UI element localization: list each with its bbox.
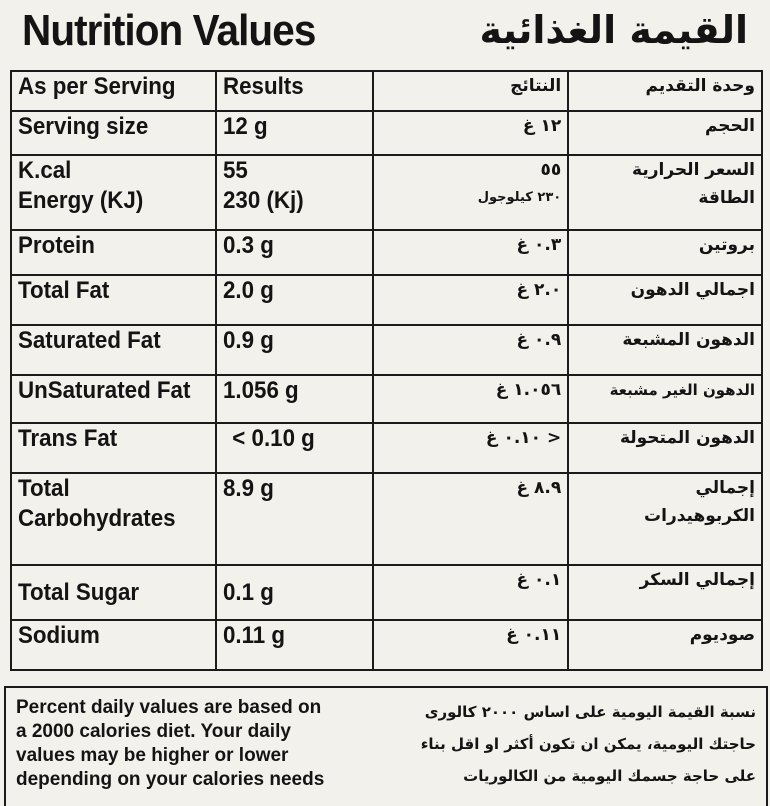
row-label-ar: الدهون المتحولة <box>619 428 755 448</box>
row-label-ar: الحجم <box>704 116 755 136</box>
row-label: Total <box>18 475 70 502</box>
row-label-ar: الدهون الغير مشبعة <box>609 381 755 399</box>
row-value-ar: ٢.٠ غ <box>516 280 562 300</box>
daily-values-note <box>4 686 768 806</box>
row-value-2: 230 (Kj) <box>223 187 304 214</box>
footnote-arabic: نسبة القيمة اليومية على اساس ٢٠٠٠ كالورى حاجتك اليومية، يمكن ان تكون أكثر او اقل بناء على حاجة جسمك اليومية من الكالوريات <box>420 703 756 785</box>
row-value-ar: ٨.٩ غ <box>516 478 562 498</box>
row-value-ar: < ٠.١٠ غ <box>485 428 562 448</box>
row-value: 55 <box>223 157 249 184</box>
row-label: Total Fat <box>18 277 110 304</box>
header-as-per-serving: As per Serving <box>18 73 176 100</box>
row-value-ar: ١٢ غ <box>522 116 562 136</box>
row-label: UnSaturated Fat <box>18 377 191 404</box>
table-row <box>11 620 762 670</box>
row-label: Saturated Fat <box>18 327 161 354</box>
row-label-ar: إجمالي <box>695 478 755 498</box>
row-value: < 0.10 g <box>232 425 316 452</box>
row-label: Total Sugar <box>18 579 140 606</box>
table-row <box>11 325 762 375</box>
row-value-ar: ٠.٣ غ <box>516 235 562 255</box>
row-value: 0.3 g <box>223 232 275 259</box>
row-value-ar: ٠.٩ غ <box>516 330 562 350</box>
row-value: 8.9 g <box>223 475 275 502</box>
row-label-ar-2: الطاقة <box>698 188 755 208</box>
row-label-ar: الدهون المشبعة <box>622 330 755 350</box>
row-value: 0.9 g <box>223 327 275 354</box>
table-row <box>11 565 762 620</box>
row-value-ar: ٥٥ <box>540 160 562 180</box>
header-results-ar: النتائج <box>510 76 562 96</box>
row-label-ar: صوديوم <box>689 625 755 645</box>
table-row <box>11 375 762 423</box>
table-row <box>11 275 762 325</box>
row-value: 0.11 g <box>223 622 286 649</box>
row-label-2: Energy (KJ) <box>18 187 144 214</box>
row-label: Sodium <box>18 622 100 649</box>
row-label-ar: السعر الحرارية <box>632 160 755 180</box>
table-row <box>11 473 762 565</box>
row-value-ar: ٠.١ غ <box>516 570 562 590</box>
row-label-ar: بروتين <box>698 235 755 255</box>
row-label-2: Carbohydrates <box>18 505 176 532</box>
title-english: Nutrition Values <box>22 6 316 55</box>
footnote-english: Percent daily values are based on a 2000 calories diet. Your daily values may be higher or lower depending on your calories needs <box>16 697 325 790</box>
header-serving-unit-ar: وحدة التقديم <box>645 76 755 96</box>
row-value: 2.0 g <box>223 277 275 304</box>
header-results: Results <box>223 73 304 100</box>
row-label-ar: إجمالي السكر <box>639 570 755 590</box>
row-label: Trans Fat <box>18 425 118 452</box>
row-label: Serving size <box>18 113 149 140</box>
table-header-row <box>11 71 762 111</box>
row-value: 1.056 g <box>223 377 299 404</box>
row-value: 12 g <box>223 113 268 140</box>
table-row <box>11 155 762 230</box>
row-label-ar: اجمالي الدهون <box>630 280 755 300</box>
table-row <box>11 423 762 473</box>
row-label: K.cal <box>18 157 72 184</box>
row-label-ar-2: الكربوهيدرات <box>644 506 755 526</box>
row-value-ar-2: ٢٣٠ كيلوجول <box>477 190 562 205</box>
table-row <box>11 111 762 155</box>
row-value: 0.1 g <box>223 579 275 606</box>
table-row <box>11 230 762 275</box>
row-value-ar: ٠.١١ غ <box>506 625 562 645</box>
label-header <box>0 0 770 62</box>
nutrition-table <box>10 70 763 671</box>
row-value-ar: ١.٠٥٦ غ <box>495 380 562 400</box>
row-label: Protein <box>18 232 95 259</box>
title-arabic: القيمة الغذائية <box>479 8 748 52</box>
